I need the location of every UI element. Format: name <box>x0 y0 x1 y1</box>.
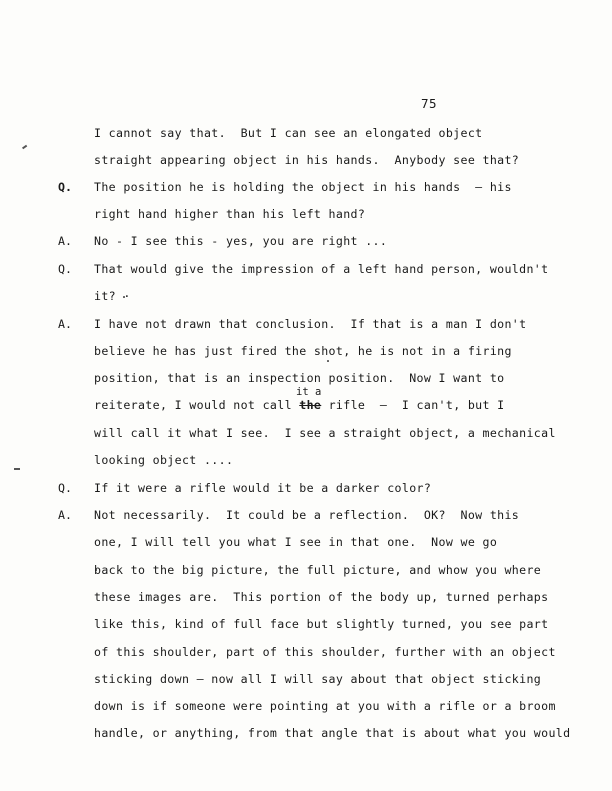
transcript-line: I cannot say that. But I can see an elongated object <box>94 126 483 140</box>
speaker-label-a: A. <box>58 508 72 522</box>
transcript-line: position, that is an inspection position. Now I want to <box>94 371 505 385</box>
transcript-line: sticking down – now all I will say about that object sticking <box>94 672 542 686</box>
speck <box>327 360 329 362</box>
transcript-line: straight appearing object in his hands. Anybody see that? <box>94 153 520 167</box>
line-segment: reiterate, I would not call <box>94 398 300 412</box>
transcript-line: looking object .... <box>94 453 234 467</box>
transcript-line: these images are. This portion of the body up, turned perhaps <box>94 590 549 604</box>
transcript-line: it? · <box>94 289 131 303</box>
transcript-line: That would give the impression of a left hand person, wouldn't <box>94 262 549 276</box>
speaker-label-a: A. <box>58 317 72 331</box>
page-number: 75 <box>421 96 438 111</box>
line-segment: rifle – I can't, but I <box>321 398 505 412</box>
transcript-line <box>94 398 505 412</box>
transcript-line: believe he has just fired the shot, he is not in a firing <box>94 344 512 358</box>
struck-word: the <box>299 398 322 412</box>
margin-mark <box>14 468 20 470</box>
transcript-line: will call it what I see. I see a straight object, a mechanical <box>94 426 556 440</box>
transcript-line: No - I see this - yes, you are right ... <box>94 234 388 248</box>
transcript-line: like this, kind of full face but slightly turned, you see part <box>94 617 549 631</box>
margin-mark <box>22 145 27 149</box>
speaker-label-q: Q. <box>58 262 72 276</box>
transcript-line: Not necessarily. It could be a reflection. OK? Now this <box>94 508 520 522</box>
transcript-line: down is if someone were pointing at you with a rifle or a broom <box>94 699 556 713</box>
speaker-label-q: Q. <box>58 481 72 495</box>
speaker-label-q: Q. <box>58 180 72 194</box>
transcript-line: of this shoulder, part of this shoulder, further with an object <box>94 645 556 659</box>
transcript-line: one, I will tell you what I see in that one. Now we go <box>94 535 498 549</box>
transcript-line: I have not drawn that conclusion. If that is a man I don't <box>94 317 527 331</box>
handwritten-insertion: it a <box>296 386 322 398</box>
transcript-line: If it were a rifle would it be a darker color? <box>94 481 432 495</box>
transcript-line: The position he is holding the object in his hands – his <box>94 180 512 194</box>
transcript-line: handle, or anything, from that angle that is about what you would <box>94 726 571 740</box>
transcript-line: back to the big picture, the full picture, and whow you where <box>94 563 542 577</box>
speaker-label-a: A. <box>58 234 72 248</box>
transcript-line: right hand higher than his left hand? <box>94 207 366 221</box>
